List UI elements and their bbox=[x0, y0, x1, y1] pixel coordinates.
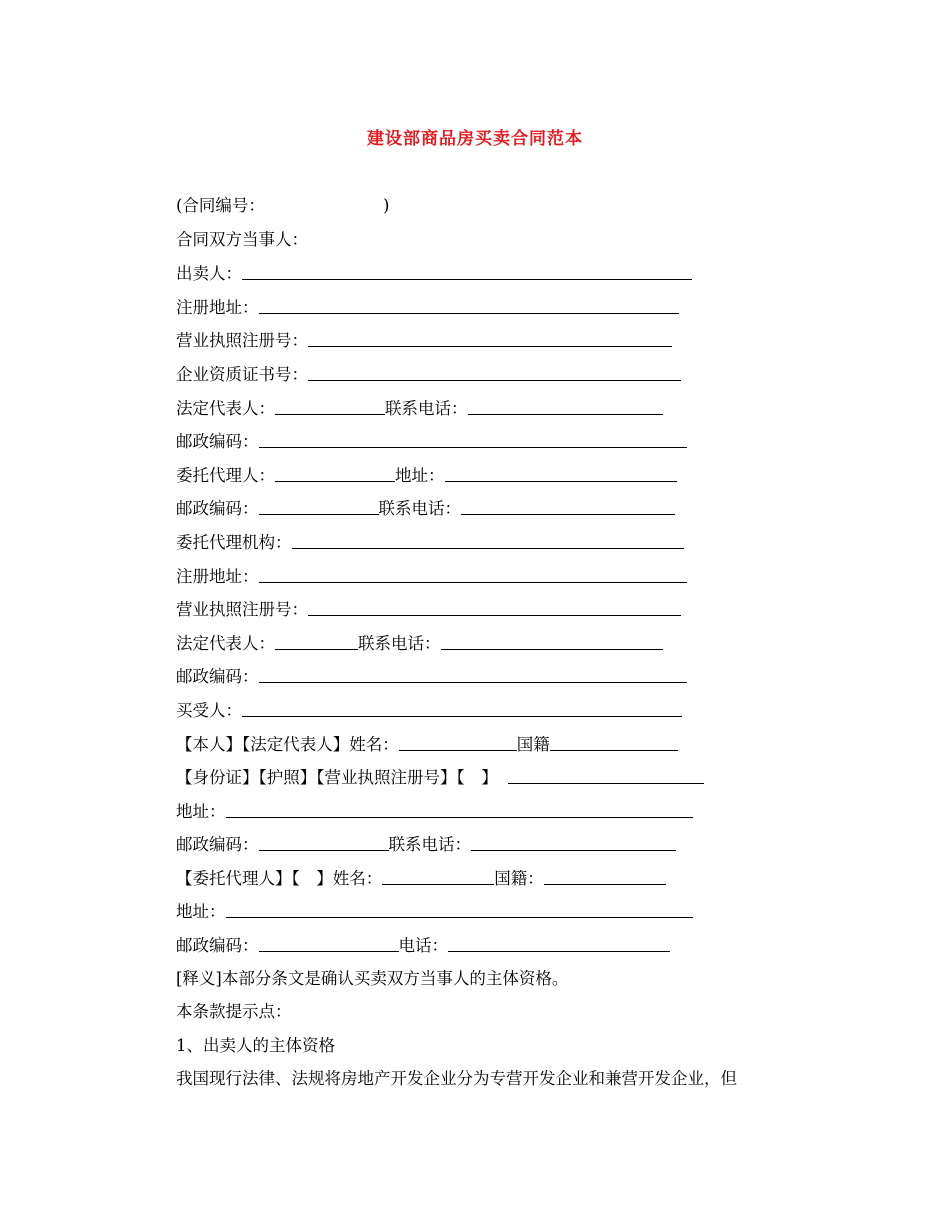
document-body bbox=[176, 192, 826, 1099]
legal-rep-blank[interactable] bbox=[275, 629, 358, 650]
id-number-blank[interactable] bbox=[508, 763, 704, 784]
tips-heading-line bbox=[176, 998, 826, 1032]
reg-address-blank[interactable] bbox=[259, 562, 687, 583]
buyer-agent-postcode-line bbox=[176, 931, 826, 965]
reg-address-label: 注册地址： bbox=[176, 297, 259, 317]
buyer-address-line bbox=[176, 797, 826, 831]
agent-label: 委托代理人： bbox=[176, 465, 275, 485]
postcode-label: 邮政编码： bbox=[176, 835, 259, 855]
seller-line bbox=[176, 259, 826, 293]
postcode-blank[interactable] bbox=[259, 427, 687, 448]
buyer-label: 买受人： bbox=[176, 700, 242, 720]
license-blank[interactable] bbox=[308, 595, 681, 616]
address-label: 地址： bbox=[176, 801, 226, 821]
buyer-postcode-line bbox=[176, 830, 826, 864]
seller-reg-address-line bbox=[176, 293, 826, 327]
contact-phone-label: 联系电话： bbox=[378, 499, 461, 519]
license-label: 营业执照注册号： bbox=[176, 331, 308, 351]
seller-postcode-line bbox=[176, 427, 826, 461]
paragraph-1-line bbox=[176, 1065, 826, 1099]
address-label: 地址： bbox=[176, 902, 226, 922]
document-title: 建设部商品房买卖合同范本 bbox=[367, 129, 583, 149]
buyer-blank[interactable] bbox=[242, 696, 682, 717]
qualification-blank[interactable] bbox=[308, 360, 681, 381]
buyer-line bbox=[176, 696, 826, 730]
legal-rep-label: 法定代表人： bbox=[176, 398, 275, 418]
agent-address-label: 地址： bbox=[395, 465, 445, 485]
tip-1-line bbox=[176, 1032, 826, 1066]
paragraph-1: 我国现行法律、法规将房地产开发企业分为专营开发企业和兼营开发企业，但 bbox=[176, 1069, 737, 1089]
contact-phone-blank[interactable] bbox=[468, 394, 663, 415]
buyer-agent-name-blank[interactable] bbox=[382, 864, 494, 885]
nationality-label: 国籍 bbox=[516, 734, 550, 754]
license-blank[interactable] bbox=[308, 326, 672, 347]
buyer-identity-line bbox=[176, 730, 826, 764]
agent-line bbox=[176, 461, 826, 495]
contract-number-label: (合同编号： bbox=[176, 196, 265, 215]
parties-heading-text: 合同双方当事人： bbox=[176, 229, 308, 249]
legal-rep-blank[interactable] bbox=[275, 394, 385, 415]
address-blank[interactable] bbox=[226, 797, 693, 818]
postcode-label: 邮政编码： bbox=[176, 499, 259, 519]
postcode-label: 邮政编码： bbox=[176, 936, 259, 956]
buyer-agent-line bbox=[176, 864, 826, 898]
contact-phone-blank[interactable] bbox=[441, 629, 663, 650]
qualification-label: 企业资质证书号： bbox=[176, 364, 308, 384]
postcode-blank[interactable] bbox=[259, 931, 399, 952]
note-line bbox=[176, 965, 826, 999]
agent-org-blank[interactable] bbox=[292, 528, 684, 549]
postcode-blank[interactable] bbox=[259, 662, 687, 683]
contract-number-close: ) bbox=[382, 196, 390, 215]
buyer-agent-label: 【委托代理人】【 】姓名： bbox=[176, 868, 383, 888]
tip-1: 1、出卖人的主体资格 bbox=[176, 1035, 335, 1055]
agent-org-line bbox=[176, 528, 826, 562]
agent-postcode-line bbox=[176, 494, 826, 528]
reg-address-blank[interactable] bbox=[259, 293, 679, 314]
legal-rep-label: 法定代表人： bbox=[176, 633, 275, 653]
seller-license-line bbox=[176, 326, 826, 360]
org-reg-address-line bbox=[176, 562, 826, 596]
contact-phone-label: 联系电话： bbox=[388, 835, 471, 855]
postcode-label: 邮政编码： bbox=[176, 667, 259, 687]
contact-phone-blank[interactable] bbox=[461, 494, 675, 515]
phone-label: 电话： bbox=[398, 936, 448, 956]
contact-phone-label: 联系电话： bbox=[385, 398, 468, 418]
note-text: [释义]本部分条文是确认买卖双方当事人的主体资格。 bbox=[176, 968, 569, 988]
nationality-label: 国籍： bbox=[494, 868, 544, 888]
contact-phone-blank[interactable] bbox=[471, 830, 676, 851]
license-label: 营业执照注册号： bbox=[176, 600, 308, 620]
postcode-blank[interactable] bbox=[259, 830, 389, 851]
buyer-name-blank[interactable] bbox=[399, 730, 517, 751]
buyer-id-type-line bbox=[176, 763, 826, 797]
nationality-blank[interactable] bbox=[550, 730, 678, 751]
agent-blank[interactable] bbox=[275, 461, 395, 482]
contact-phone-label: 联系电话： bbox=[358, 633, 441, 653]
seller-legal-rep-line bbox=[176, 394, 826, 428]
tips-heading: 本条款提示点： bbox=[176, 1002, 292, 1022]
seller-qualification-line bbox=[176, 360, 826, 394]
seller-blank[interactable] bbox=[242, 259, 692, 280]
address-blank[interactable] bbox=[226, 897, 693, 918]
buyer-agent-address-line bbox=[176, 897, 826, 931]
agent-address-blank[interactable] bbox=[445, 461, 677, 482]
org-license-line bbox=[176, 595, 826, 629]
id-types-label: 【身份证】【护照】【营业执照注册号】【 】 bbox=[176, 768, 498, 788]
phone-blank[interactable] bbox=[448, 931, 670, 952]
org-postcode-line bbox=[176, 662, 826, 696]
org-legal-rep-line bbox=[176, 629, 826, 663]
buyer-identity-label: 【本人】【法定代表人】姓名： bbox=[176, 734, 399, 754]
parties-heading bbox=[176, 226, 826, 260]
agent-org-label: 委托代理机构： bbox=[176, 532, 292, 552]
nationality-blank[interactable] bbox=[544, 864, 666, 885]
reg-address-label: 注册地址： bbox=[176, 566, 259, 586]
postcode-label: 邮政编码： bbox=[176, 432, 259, 452]
contract-number-line bbox=[176, 192, 826, 226]
postcode-blank[interactable] bbox=[259, 494, 379, 515]
seller-label: 出卖人： bbox=[176, 264, 242, 284]
